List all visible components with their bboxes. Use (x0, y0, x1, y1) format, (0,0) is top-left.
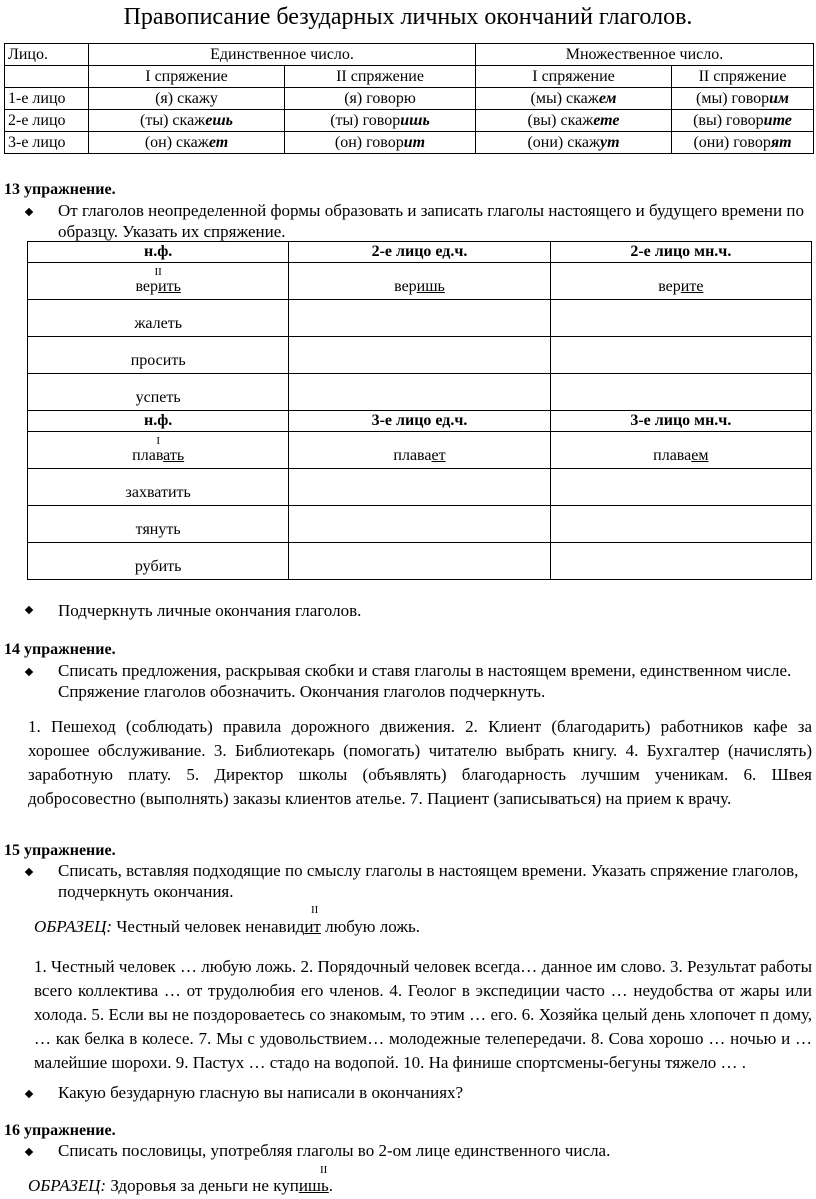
table-row (28, 337, 812, 374)
table-row (28, 506, 812, 543)
verb-cell: (вы) скажете (476, 110, 672, 132)
singular-header: Единственное число. (89, 44, 476, 66)
column-header: 2-е лицо мн.ч. (550, 242, 811, 263)
column-header: 3-е лицо мн.ч. (550, 411, 811, 432)
answer-cell (550, 300, 811, 337)
bullet-icon (25, 606, 33, 614)
exercise-15-sample: ОБРАЗЕЦ: Честный человек ненавидит любую ложь. (34, 917, 421, 936)
exercise-14-heading: 14 упражнение. (4, 641, 116, 658)
conjugation-mark: II (311, 904, 319, 916)
answer-cell (550, 469, 811, 506)
table-row (5, 88, 814, 110)
verb-cell: успеть (28, 374, 289, 411)
exercise-16-sample: ОБРАЗЕЦ: Здоровья за деньги не купишь. (28, 1176, 334, 1195)
exercise-16-heading: 16 упражнение. (4, 1122, 116, 1139)
verb-cell: просить (28, 337, 289, 374)
exercise-14-task: Списать предложения, раскрывая скобки и ставя глаголы в настоящем времени, единственном числе. Спряжение глаголов обозначить. Окончания глаголов подчеркнуть. (58, 661, 792, 701)
answer-cell (289, 543, 550, 580)
verb-cell: рубить (28, 543, 289, 580)
person-cell: 2-е лицо (5, 110, 89, 132)
answer-cell (550, 374, 811, 411)
verb-cell: (они) говорят (672, 132, 814, 154)
exercise-13-table (27, 241, 812, 580)
bullet-icon (25, 668, 33, 676)
exercise-16-task: Списать пословицы, употребляя глаголы во 2-ом лице единственного числа. (58, 1141, 611, 1160)
page-title: Правописание безударных личных окончаний глаголов. (123, 4, 693, 30)
conjugation-mark: II (320, 1164, 328, 1176)
table-row (28, 432, 812, 469)
sample-form: плавает (289, 432, 550, 469)
column-header: н.ф. (28, 242, 289, 263)
answer-cell (550, 337, 811, 374)
exercise-13-heading: 13 упражнение. (4, 181, 116, 198)
table-row (28, 300, 812, 337)
table-row (28, 263, 812, 300)
sample-infinitive: II верить (28, 263, 289, 300)
bullet-icon (25, 868, 33, 876)
conj2-header: II спряжение (285, 66, 476, 88)
bullet-icon (25, 1148, 33, 1156)
bullet-icon (25, 1090, 33, 1098)
column-header: 3-е лицо ед.ч. (289, 411, 550, 432)
person-header: Лицо. (5, 44, 89, 66)
verb-cell: (ты) скажешь (89, 110, 285, 132)
conjugation-table (4, 43, 814, 154)
exercise-15-question: Какую безударную гласную вы написали в окончаниях? (58, 1083, 464, 1102)
table-row (28, 374, 812, 411)
sample-form: веришь (289, 263, 550, 300)
conj1-header: I спряжение (476, 66, 672, 88)
verb-cell: (я) говорю (285, 88, 476, 110)
answer-cell (289, 506, 550, 543)
exercise-15-task: Списать, вставляя подходящие по смыслу глаголы в настоящем времени. Указать спряжение глаголов, подчеркнуть окончания. (58, 861, 799, 901)
plural-header: Множественное число. (476, 44, 814, 66)
verb-cell: захватить (28, 469, 289, 506)
table-row (5, 110, 814, 132)
table-row (28, 469, 812, 506)
conjugation-mark: I (156, 435, 160, 447)
answer-cell (550, 543, 811, 580)
table-row (5, 132, 814, 154)
conj2-header: II спряжение (672, 66, 814, 88)
answer-cell (550, 506, 811, 543)
conj1-header: I спряжение (89, 66, 285, 88)
verb-cell: (мы) говорим (672, 88, 814, 110)
exercise-13-task: От глаголов неопределенной формы образовать и записать глаголы настоящего и будущего времени по образцу. Указать их спряжение. (58, 201, 804, 241)
exercise-13-task-2: Подчеркнуть личные окончания глаголов. (58, 601, 362, 620)
sample-form: плаваем (550, 432, 811, 469)
verb-cell: (он) говорит (285, 132, 476, 154)
answer-cell (289, 469, 550, 506)
person-cell: 3-е лицо (5, 132, 89, 154)
verb-cell: (он) скажет (89, 132, 285, 154)
sample-infinitive: I плавать (28, 432, 289, 469)
conjugation-mark: II (154, 266, 162, 278)
exercise-15-text: 1. Честный человек … любую ложь. 2. Порядочный человек всегда… данное им слово. 3. Результат работы всего коллектива … от трудолюбия его членов. 4. Геолог в экспедиции часто … неудобства от жары или холода. 5. Если вы не поздороваетесь со знакомым, то этим … его. 6. Хозяйка целый день хлопочет п дому, … как белка в колесе. 7. Мы с удовольствием… молодежные телепередачи. 8. Сова хорошо … ночью и … малейшие шорохи. 9. Пастух … стадо на водопой. 10. На финише спортсмены-бегуны тяжело … . (34, 957, 812, 1072)
verb-cell: (вы) говорите (672, 110, 814, 132)
verb-cell: (мы) скажем (476, 88, 672, 110)
exercise-14-text: 1. Пешеход (соблюдать) правила дорожного движения. 2. Клиент (благодарить) работников кафе за хорошее обслуживание. 3. Библиотекарь (помогать) читателю выбрать книгу. 4. Бухгалтер (начислять) заработную плату. 5. Директор школы (объявлять) благодарность лучшим ученикам. 6. Швея добросовестно (выполнять) заказы клиентов ателье. 7. Пациент (записываться) на прием к врачу. (28, 717, 812, 808)
bullet-icon (25, 208, 33, 216)
verb-cell: тянуть (28, 506, 289, 543)
column-header: 2-е лицо ед.ч. (289, 242, 550, 263)
verb-cell: жалеть (28, 300, 289, 337)
verb-cell: (ты) говоришь (285, 110, 476, 132)
sample-form: верите (550, 263, 811, 300)
exercise-15-heading: 15 упражнение. (4, 842, 116, 859)
answer-cell (289, 337, 550, 374)
table-row (28, 543, 812, 580)
person-cell: 1-е лицо (5, 88, 89, 110)
answer-cell (289, 300, 550, 337)
answer-cell (289, 374, 550, 411)
verb-cell: (я) скажу (89, 88, 285, 110)
column-header: н.ф. (28, 411, 289, 432)
verb-cell: (они) скажут (476, 132, 672, 154)
